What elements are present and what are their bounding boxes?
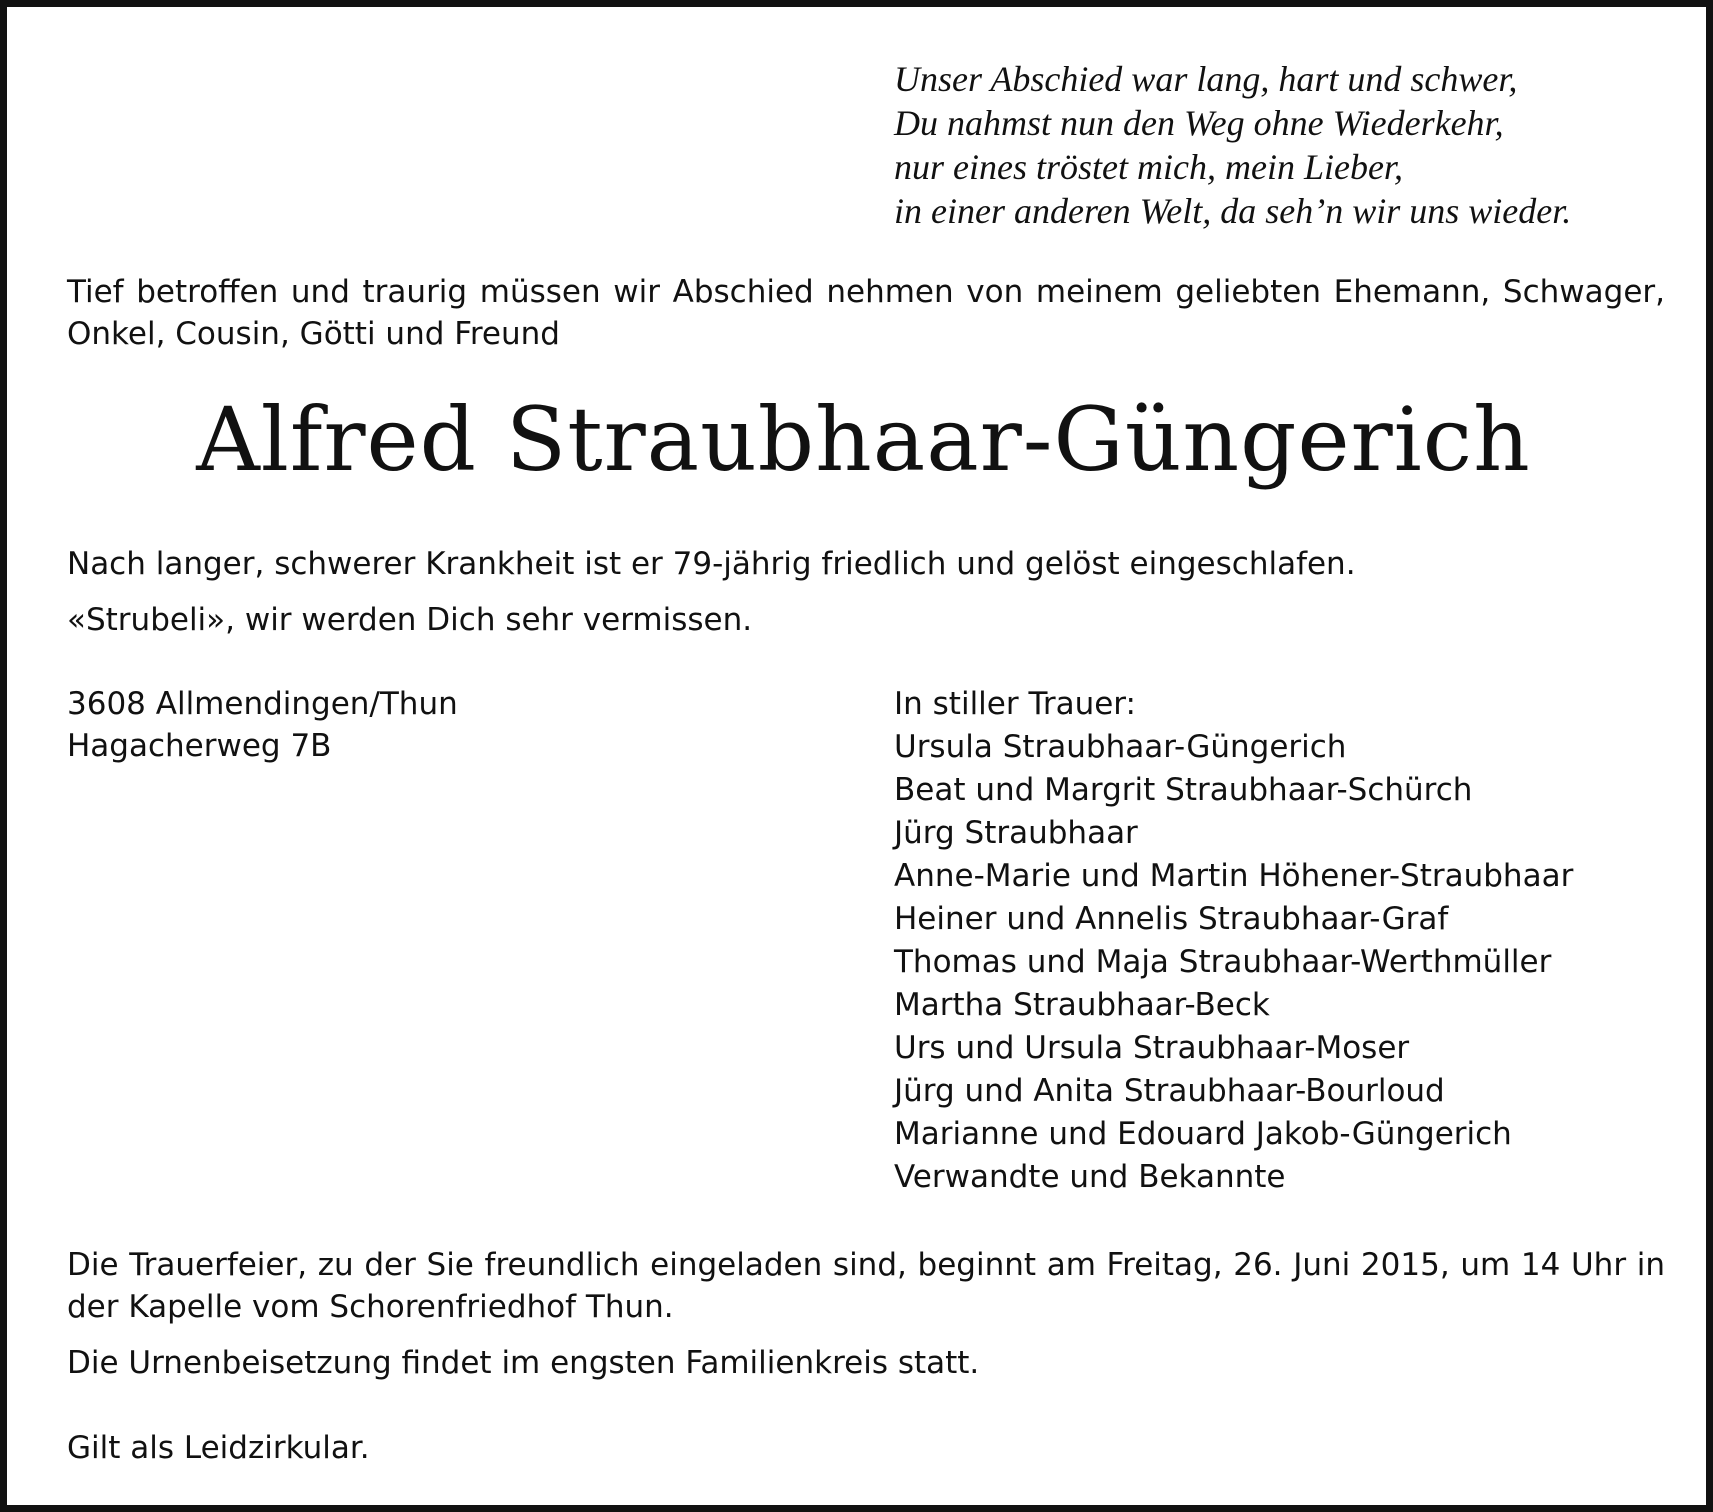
mourner-name: Marianne und Edouard Jakob-Güngerich [894, 1116, 1512, 1152]
mourner-name: Martha Straubhaar-Beck [894, 987, 1270, 1023]
intro-text: Tief betroffen und traurig müssen wir Abschied nehmen von meinem geliebten Ehemann, Schwager, Onkel, Cousin, Götti und Freund [67, 274, 1665, 352]
service-notice: Die Trauerfeier, zu der Sie freundlich eingeladen sind, beginnt am Freitag, 26. Juni 2015, um 14 Uhr in der Kapelle vom Schorenfriedhof Thun. [67, 1247, 1665, 1325]
mourners-list [894, 683, 1573, 1199]
mourner-name: Urs und Ursula Straubhaar-Moser [894, 1030, 1410, 1066]
address-street: Hagacherweg 7B [67, 728, 332, 764]
poem-line: nur eines tröstet mich, mein Lieber, [894, 147, 1403, 187]
mourner-name: Jürg Straubhaar [894, 815, 1138, 851]
poem-line: Du nahmst nun den Weg ohne Wiederkehr, [894, 103, 1504, 143]
mourner-name: Heiner und Annelis Straubhaar-Graf [894, 901, 1449, 937]
mourner-name: Jürg und Anita Straubhaar-Bourloud [894, 1073, 1445, 1109]
poem-line: in einer anderen Welt, da seh’n wir uns wieder. [894, 191, 1572, 231]
mourner-name: Thomas und Maja Straubhaar-Werthmüller [894, 944, 1552, 980]
mourner-name: Anne-Marie und Martin Höhener-Straubhaar [894, 858, 1574, 894]
mourner-name: Verwandte und Bekannte [894, 1159, 1286, 1195]
deceased-name: Alfred Straubhaar-Güngerich [196, 388, 1531, 491]
missing-line: «Strubeli», wir werden Dich sehr vermissen. [67, 602, 753, 638]
mourners-heading: In stiller Trauer: [894, 686, 1136, 722]
poem-verse [894, 57, 1684, 233]
circular-notice: Gilt als Leidzirkular. [67, 1430, 370, 1466]
mourner-name: Beat und Margrit Straubhaar-Schürch [894, 772, 1473, 808]
urn-notice: Die Urnenbeisetzung findet im engsten Familienkreis statt. [67, 1345, 980, 1381]
death-notice: Nach langer, schwerer Krankheit ist er 79-jährig friedlich und gelöst eingeschlafen. [67, 546, 1356, 582]
poem-line: Unser Abschied war lang, hart und schwer, [894, 59, 1518, 99]
address-block [67, 683, 458, 767]
mourner-name: Ursula Straubhaar-Güngerich [894, 729, 1347, 765]
address-city: 3608 Allmendingen/Thun [67, 686, 458, 722]
